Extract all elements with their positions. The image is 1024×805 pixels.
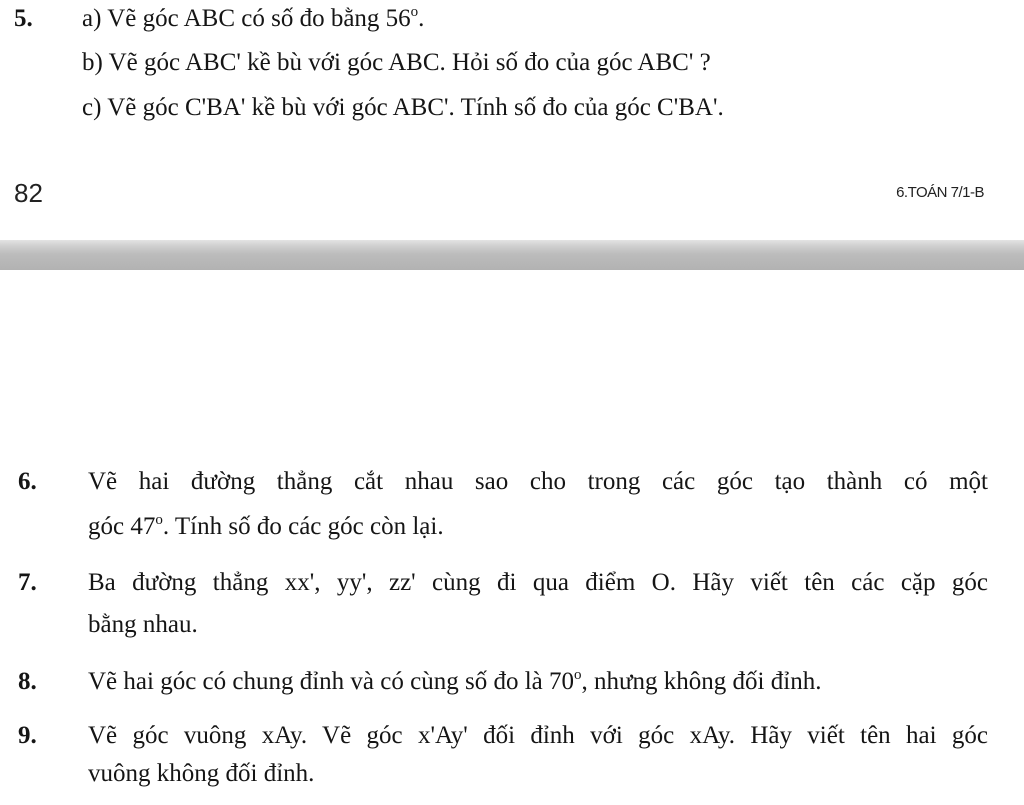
problem-6-line-2-post: . Tính số đo các góc còn lại. bbox=[162, 513, 444, 540]
problem-5-part-a bbox=[82, 4, 424, 34]
problem-7-line-2: bằng nhau. bbox=[88, 611, 198, 638]
problem-9-number: 9. bbox=[18, 722, 37, 749]
problem-5-part-c: c) Vẽ góc C'BA' kề bù với góc ABC'. Tính số đo của góc C'BA'. bbox=[82, 94, 724, 121]
degree-symbol: o bbox=[410, 4, 419, 20]
page-number: 82 bbox=[14, 178, 43, 208]
problem-8-line-1-post: , nhưng không đối đỉnh. bbox=[581, 668, 822, 695]
page-divider bbox=[0, 240, 1024, 270]
problem-7-number: 7. bbox=[18, 569, 37, 596]
problem-6-line-2-pre: góc 47 bbox=[88, 513, 156, 540]
problem-8-line-1 bbox=[88, 667, 821, 697]
problem-9-line-2: vuông không đối đỉnh. bbox=[88, 760, 315, 787]
problem-8-number: 8. bbox=[18, 668, 37, 695]
problem-6-number: 6. bbox=[18, 468, 37, 495]
problem-8-line-1-pre: Vẽ hai góc có chung đỉnh và có cùng số đo là 70 bbox=[88, 668, 574, 695]
problem-5-part-b: b) Vẽ góc ABC' kề bù với góc ABC. Hỏi số đo của góc ABC' ? bbox=[82, 49, 711, 76]
footer-code: 6.TOÁN 7/1-B bbox=[896, 184, 984, 201]
problem-6-line-1: Vẽ hai đường thẳng cắt nhau sao cho trong các góc tạo thành có một bbox=[88, 468, 988, 495]
problem-9-line-1: Vẽ góc vuông xAy. Vẽ góc x'Ay' đối đỉnh với góc xAy. Hãy viết tên hai góc bbox=[88, 722, 988, 749]
degree-symbol: o bbox=[574, 667, 582, 683]
degree-symbol: o bbox=[155, 512, 163, 528]
problem-7-line-1: Ba đường thẳng xx', yy', zz' cùng đi qua điểm O. Hãy viết tên các cặp góc bbox=[88, 569, 988, 596]
problem-5-number: 5. bbox=[14, 5, 33, 32]
top-page bbox=[0, 0, 1024, 240]
problem-5-part-a-end: . bbox=[418, 5, 425, 32]
problem-6-line-2 bbox=[88, 512, 444, 542]
problem-5-part-a-text: a) Vẽ góc ABC có số đo bằng 56 bbox=[82, 5, 411, 32]
